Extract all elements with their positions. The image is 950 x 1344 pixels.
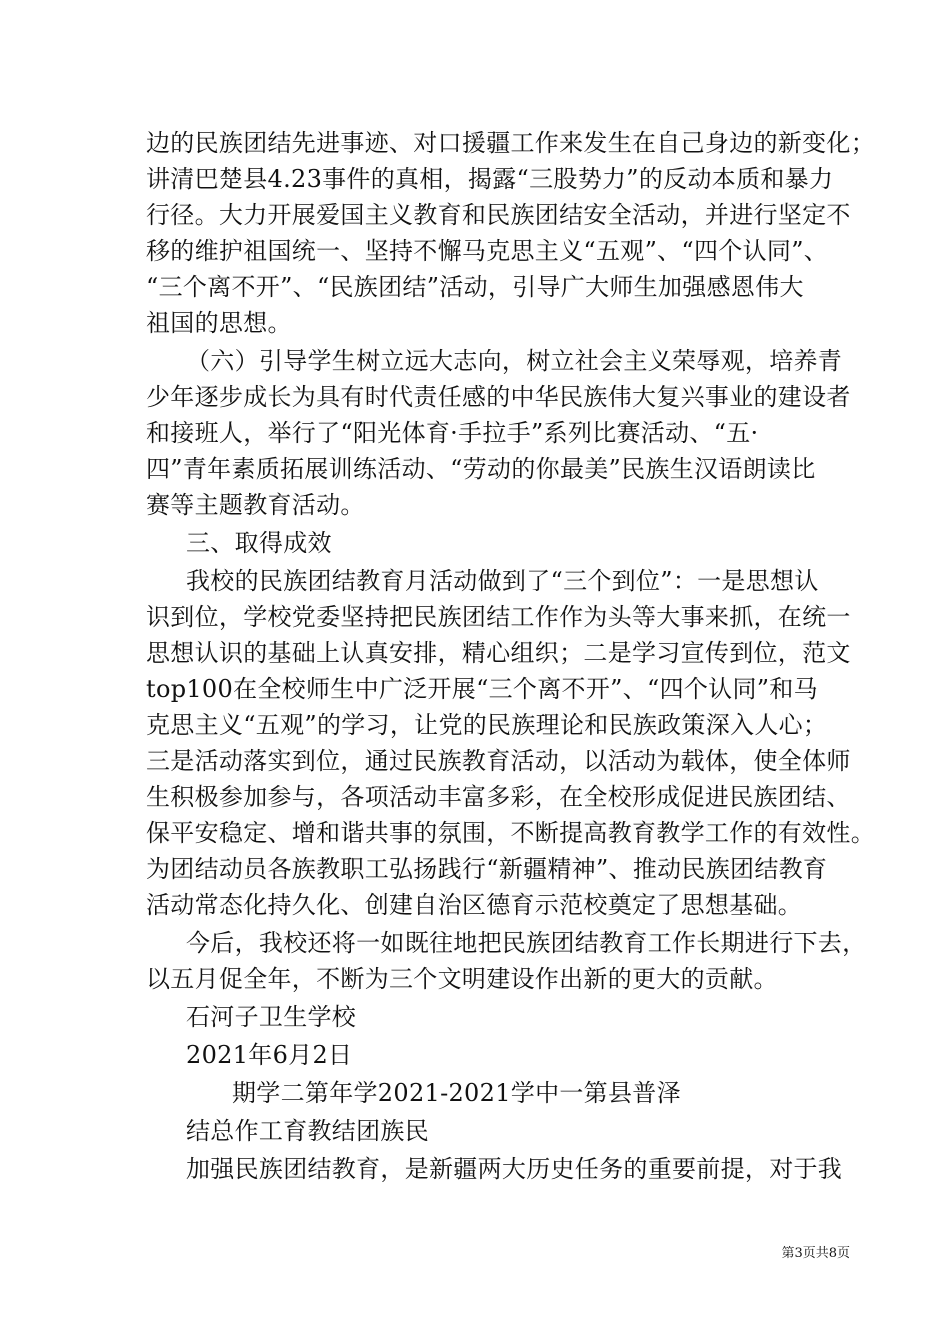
text-line: 赛等主题教育活动。: [146, 491, 365, 519]
text-line: 为团结动员各族教职工弘扬践行“新疆精神”、推动民族团结教育: [146, 855, 828, 883]
section-heading: 三、取得成效: [186, 529, 332, 557]
text-line: 生积极参加参与，各项活动丰富多彩，在全校形成促进民族团结、: [146, 783, 851, 811]
text-line: 少年逐步成长为具有时代责任感的中华民族伟大复兴事业的建设者: [146, 383, 851, 411]
text-line: 我校的民族团结教育月活动做到了“三个到位”：一是思想认: [186, 567, 819, 595]
text-line: 以五月促全年，不断为三个文明建设作出新的更大的贡献。: [146, 965, 778, 993]
text-line: （六）引导学生树立远大志向，树立社会主义荣辱观，培养青: [186, 347, 843, 375]
text-line: 活动常态化持久化、创建自治区德育示范校奠定了思想基础。: [146, 891, 803, 919]
text-line: 识到位，学校党委坚持把民族团结工作作为头等大事来抓，在统一: [146, 603, 851, 631]
text-line: top100在全校师生中广泛开展“三个离不开”、“四个认同”和马: [146, 675, 818, 703]
text-line: 保平安稳定、增和谐共事的氛围，不断提高教育教学工作的有效性。: [146, 819, 875, 847]
text-line: 移的维护祖国统一、坚持不懈马克思主义“五观”、“四个认同”、: [146, 237, 829, 265]
text-line: 讲清巴楚县4.23事件的真相，揭露“三股势力”的反动本质和暴力: [146, 165, 834, 193]
text-line: 祖国的思想。: [146, 309, 292, 337]
signature-school: 石河子卫生学校: [186, 1003, 357, 1031]
page-number: 第3页共8页: [781, 1246, 850, 1261]
text-line: 三是活动落实到位，通过民族教育活动，以活动为载体，使全体师: [146, 747, 851, 775]
text-line: 今后，我校还将一如既往地把民族团结教育工作长期进行下去，: [186, 929, 867, 957]
text-line: “三个离不开”、“民族团结”活动，引导广大师生加强感恩伟大: [146, 273, 804, 301]
text-line: 边的民族团结先进事迹、对口援疆工作来发生在自己身边的新变化；: [146, 129, 875, 157]
signature-date: 2021年6月2日: [186, 1041, 353, 1069]
text-line: 行径。大力开展爱国主义教育和民族团结安全活动，并进行坚定不: [146, 201, 851, 229]
text-line: 思想认识的基础上认真安排，精心组织；二是学习宣传到位，范文: [146, 639, 851, 667]
text-line: 和接班人，举行了“阳光体育·手拉手”系列比赛活动、“五·: [146, 419, 759, 447]
text-line: 加强民族团结教育，是新疆两大历史任务的重要前提，对于我: [186, 1155, 843, 1183]
text-line: 克思主义“五观”的学习，让党的民族理论和民族政策深入人心；: [146, 711, 828, 739]
next-title-line: 结总作工育教结团族民: [186, 1117, 429, 1145]
text-line: 四”青年素质拓展训练活动、“劳动的你最美”民族生汉语朗读比: [146, 455, 816, 483]
next-title-line: 期学二第年学2021-2021学中一第县普泽: [232, 1079, 681, 1107]
